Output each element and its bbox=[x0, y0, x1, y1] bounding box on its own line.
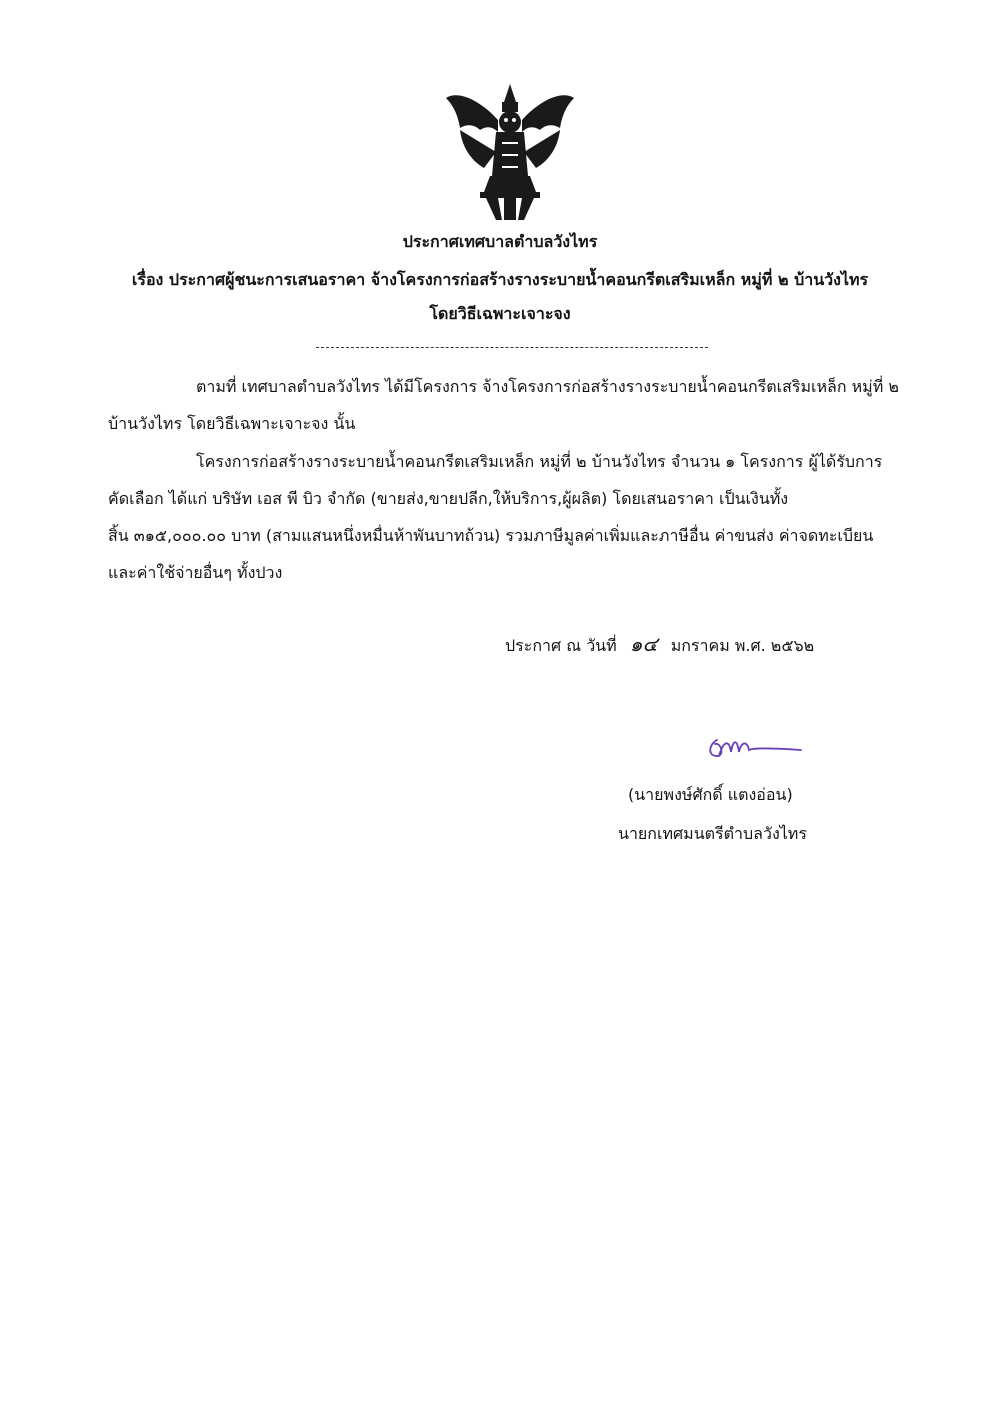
paragraph-2-line-2: คัดเลือก ได้แก่ บริษัท เอส พี บิว จำกัด (ขายส่ง,ขายปลีก,ให้บริการ,ผู้ผลิต) โดยเสนอราคา เป็นเงินทั้ง bbox=[108, 489, 789, 508]
paragraph-2-line-3: สิ้น ๓๑๕,๐๐๐.๐๐ บาท (สามแสนหนึ่งหมื่นห้าพันบาทถ้วน) รวมภาษีมูลค่าเพิ่มและภาษีอื่น ค่าขนส่ง ค่าจดทะเบียน bbox=[108, 526, 874, 545]
date-prefix: ประกาศ ณ วันที่ bbox=[505, 636, 617, 655]
separator-line bbox=[316, 347, 708, 348]
signatory-name: (นายพงษ์ศักดิ์ แตงอ่อน) bbox=[628, 785, 793, 804]
announcement-subject: เรื่อง ประกาศผู้ชนะการเสนอราคา จ้างโครงการก่อสร้างรางระบายน้ำคอนกรีตเสริมเหล็ก หมู่ที่ ๒ บ้านวังไทร bbox=[131, 270, 869, 289]
signatory-position: นายกเทศมนตรีตำบลวังไทร bbox=[618, 824, 807, 843]
paragraph-1-line-2: บ้านวังไทร โดยวิธีเฉพาะเจาะจง นั้น bbox=[108, 414, 356, 433]
paragraph-2-line-4: และค่าใช้จ่ายอื่นๆ ทั้งปวง bbox=[108, 563, 283, 582]
signature-scribble bbox=[703, 730, 803, 764]
announcement-date bbox=[505, 628, 814, 660]
procurement-method: โดยวิธีเฉพาะเจาะจง bbox=[429, 304, 571, 323]
paragraph-2-line-1: โครงการก่อสร้างรางระบายน้ำคอนกรีตเสริมเหล็ก หมู่ที่ ๒ บ้านวังไทร จำนวน ๑ โครงการ ผู้ได้รับการ bbox=[196, 452, 883, 471]
date-day-handwritten: ๑๔ bbox=[629, 632, 658, 656]
paragraph-1-line-1: ตามที่ เทศบาลตำบลวังไทร ได้มีโครงการ จ้างโครงการก่อสร้างรางระบายน้ำคอนกรีตเสริมเหล็ก หมู่ที่ ๒ bbox=[196, 377, 899, 396]
announcement-title: ประกาศเทศบาลตำบลวังไทร bbox=[402, 232, 598, 251]
garuda-emblem-icon bbox=[440, 80, 580, 226]
date-suffix: มกราคม พ.ศ. ๒๕๖๒ bbox=[670, 636, 815, 655]
